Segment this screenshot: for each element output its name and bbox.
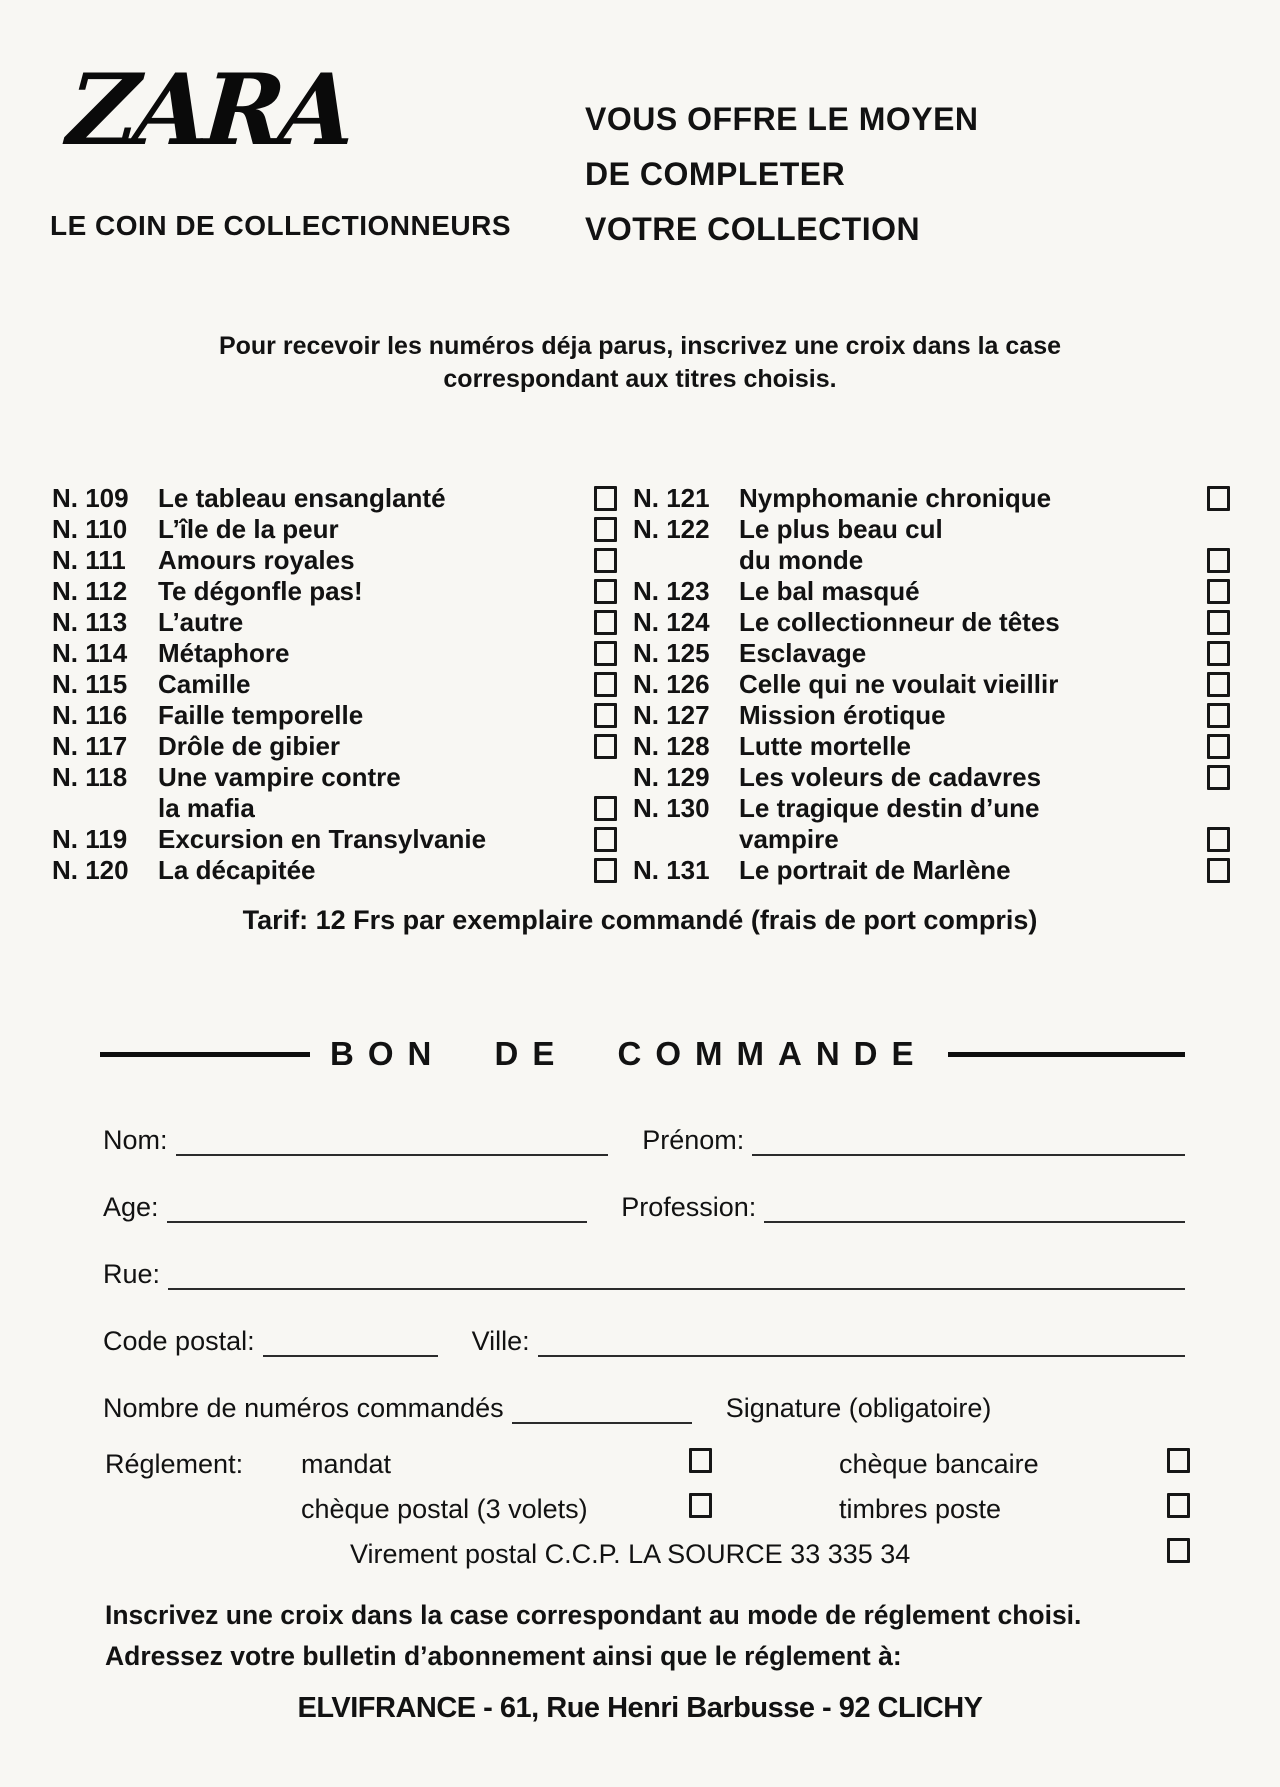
ville-field[interactable] — [538, 1327, 1185, 1357]
issue-title: vampire — [739, 824, 839, 854]
issue-number: N. 111 — [52, 545, 126, 575]
issue-checkbox-cell — [1196, 486, 1230, 511]
issue-checkbox-cell — [583, 641, 617, 666]
issue-checkbox[interactable] — [1207, 765, 1230, 790]
issue-checkbox[interactable] — [1207, 734, 1230, 759]
rule-left — [100, 1052, 310, 1057]
issue-checkbox-cell — [583, 610, 617, 635]
issue-number: N. 116 — [52, 700, 128, 730]
issue-checkbox[interactable] — [1207, 579, 1230, 604]
catalog-row — [633, 762, 1230, 793]
issue-checkbox-cell — [583, 734, 617, 759]
catalog-row — [633, 855, 1230, 886]
issue-number: N. 128 — [633, 731, 710, 761]
issue-checkbox[interactable] — [594, 672, 617, 697]
issue-checkbox[interactable] — [594, 579, 617, 604]
mandat-checkbox[interactable] — [689, 1448, 712, 1473]
catalog-row — [52, 638, 617, 669]
issue-number: N. 126 — [633, 669, 710, 699]
catalog-row — [633, 669, 1230, 700]
issue-number: N. 124 — [633, 607, 710, 637]
issue-number: N. 117 — [52, 731, 128, 761]
headline-line-1: VOUS OFFRE LE MOYEN — [585, 101, 979, 137]
issue-checkbox[interactable] — [594, 703, 617, 728]
issue-checkbox[interactable] — [594, 486, 617, 511]
issue-checkbox-cell — [583, 517, 617, 542]
issue-checkbox[interactable] — [594, 517, 617, 542]
order-form-header — [100, 1035, 1185, 1073]
rule-right — [948, 1052, 1186, 1057]
catalog-row — [52, 824, 617, 855]
virement-label: Virement postal C.C.P. LA SOURCE 33 335 34 — [350, 1538, 911, 1569]
cheque-postal-label: chèque postal (3 volets) — [301, 1493, 588, 1524]
issue-checkbox[interactable] — [1207, 703, 1230, 728]
catalog-row — [52, 545, 617, 576]
profession-field[interactable] — [764, 1193, 1185, 1223]
issue-checkbox[interactable] — [1207, 486, 1230, 511]
issue-title: L’autre — [158, 607, 244, 637]
issue-number: N. 125 — [633, 638, 710, 668]
issue-title: La décapitée — [158, 855, 316, 885]
catalog-row — [633, 607, 1230, 638]
issue-catalog — [52, 483, 1230, 886]
code-postal-label: Code postal: — [103, 1326, 255, 1356]
issue-title: Le bal masqué — [739, 576, 920, 606]
footer-note-1: Inscrivez une croix dans la case correspondant au mode de réglement choisi. — [105, 1600, 1082, 1630]
issue-title: Métaphore — [158, 638, 290, 668]
issue-checkbox[interactable] — [594, 548, 617, 573]
catalog-row — [52, 514, 617, 545]
issue-checkbox[interactable] — [1207, 827, 1230, 852]
catalog-row — [633, 793, 1230, 824]
issue-checkbox-cell — [583, 486, 617, 511]
issue-title: Une vampire contre — [158, 762, 401, 792]
customer-form — [103, 1122, 1185, 1457]
issue-number: N. 122 — [633, 514, 710, 544]
catalog-row — [52, 762, 617, 793]
issue-checkbox-cell — [1196, 703, 1230, 728]
issue-title: Le tableau ensanglanté — [158, 483, 446, 513]
issue-number: N. 120 — [52, 855, 129, 885]
issue-number: N. 118 — [52, 762, 128, 792]
catalog-row — [52, 855, 617, 886]
issue-title: Les voleurs de cadavres — [739, 762, 1042, 792]
issue-title: Le tragique destin d’une — [739, 793, 1040, 823]
issue-checkbox[interactable] — [594, 858, 617, 883]
timbres-poste-checkbox[interactable] — [1167, 1493, 1190, 1518]
issue-title: Nymphomanie chronique — [739, 483, 1052, 513]
age-label: Age: — [103, 1192, 159, 1222]
issue-checkbox-cell — [1196, 765, 1230, 790]
timbres-poste-label: timbres poste — [839, 1493, 1002, 1524]
issue-checkbox-cell — [583, 579, 617, 604]
age-field[interactable] — [167, 1193, 588, 1223]
cheque-postal-box-cell — [689, 1493, 839, 1525]
issue-checkbox[interactable] — [1207, 858, 1230, 883]
catalog-row — [633, 576, 1230, 607]
catalog-row — [52, 731, 617, 762]
issue-title: Celle qui ne voulait vieillir — [739, 669, 1059, 699]
ville-label: Ville: — [471, 1326, 530, 1356]
form-row-quantity — [103, 1390, 1185, 1424]
form-row-city — [103, 1323, 1185, 1357]
issue-checkbox-cell — [583, 796, 617, 821]
form-row-street — [103, 1256, 1185, 1290]
issue-number: N. 115 — [52, 669, 128, 699]
issue-checkbox[interactable] — [1207, 610, 1230, 635]
issue-checkbox-cell — [1196, 641, 1230, 666]
instructions-line-2: correspondant aux titres choisis. — [443, 365, 837, 393]
issue-checkbox[interactable] — [1207, 641, 1230, 666]
issue-checkbox[interactable] — [1207, 548, 1230, 573]
cheque-bancaire-box-cell — [1167, 1448, 1190, 1480]
issue-checkbox-cell — [1196, 610, 1230, 635]
issue-checkbox-cell — [583, 703, 617, 728]
catalog-row — [633, 638, 1230, 669]
issue-title: Esclavage — [739, 638, 867, 668]
headline — [585, 92, 979, 257]
issue-number: N. 112 — [52, 576, 128, 606]
mandat-box-cell — [689, 1448, 839, 1480]
payment-row-1 — [105, 1448, 1190, 1480]
issue-number: N. 119 — [52, 824, 128, 854]
issue-title: Le plus beau cul — [739, 514, 943, 544]
issue-title: Faille temporelle — [158, 700, 364, 730]
catalog-row — [633, 700, 1230, 731]
issue-title: Camille — [158, 669, 251, 699]
catalog-row — [52, 669, 617, 700]
issue-title: Mission érotique — [739, 700, 946, 730]
cheque-bancaire-label: chèque bancaire — [839, 1448, 1039, 1479]
issue-number: N. 113 — [52, 607, 128, 637]
issue-number: N. 127 — [633, 700, 710, 730]
catalog-row — [52, 483, 617, 514]
payment-row-2 — [105, 1493, 1190, 1525]
issue-title: L’île de la peur — [158, 514, 339, 544]
issue-checkbox[interactable] — [594, 610, 617, 635]
timbres-poste-box-cell — [1167, 1493, 1190, 1525]
issue-title: la mafia — [158, 793, 255, 823]
issue-number: N. 110 — [52, 514, 128, 544]
issue-title: Excursion en Transylvanie — [158, 824, 487, 854]
issue-title: Amours royales — [158, 545, 355, 575]
issue-checkbox-cell — [1196, 827, 1230, 852]
profession-label: Profession: — [621, 1192, 757, 1222]
form-row-age — [103, 1189, 1185, 1223]
catalog-row — [633, 514, 1230, 545]
issue-number: N. 123 — [633, 576, 710, 606]
issue-number: N. 121 — [633, 483, 710, 513]
virement-box-cell — [1167, 1538, 1190, 1570]
issue-title: du monde — [739, 545, 864, 575]
issue-checkbox-cell — [1196, 858, 1230, 883]
issue-title: Lutte mortelle — [739, 731, 911, 761]
mandat-label: mandat — [301, 1448, 392, 1479]
issue-checkbox[interactable] — [594, 796, 617, 821]
headline-line-2: DE COMPLETER — [585, 156, 846, 192]
instructions — [0, 330, 1280, 396]
issue-title: Le collectionneur de têtes — [739, 607, 1060, 637]
reglement-label: Réglement: — [105, 1448, 244, 1479]
order-form-title: BON DE COMMANDE — [330, 1035, 928, 1072]
instructions-line-1: Pour recevoir les numéros déja parus, inscrivez une croix dans la case — [218, 332, 1062, 360]
code-postal-field[interactable] — [263, 1327, 438, 1357]
payment-section — [105, 1448, 1190, 1583]
issue-number: N. 131 — [633, 855, 710, 885]
issue-checkbox-cell — [1196, 734, 1230, 759]
nom-label: Nom: — [103, 1125, 168, 1155]
issue-number: N. 114 — [52, 638, 128, 668]
prenom-label: Prénom: — [642, 1125, 745, 1155]
prenom-field[interactable] — [752, 1126, 1185, 1156]
issue-number: N. 129 — [633, 762, 710, 792]
issue-number: N. 109 — [52, 483, 129, 513]
issue-checkbox-cell — [583, 672, 617, 697]
issue-checkbox-cell — [1196, 579, 1230, 604]
zara-logo: ZARA — [64, 53, 354, 168]
catalog-column-right — [633, 483, 1230, 886]
issue-checkbox-cell — [583, 827, 617, 852]
issue-checkbox-cell — [1196, 672, 1230, 697]
catalog-row — [52, 607, 617, 638]
rue-label: Rue: — [103, 1259, 161, 1289]
footer-note-2: Adressez votre bulletin d’abonnement ainsi que le réglement à: — [105, 1641, 902, 1671]
catalog-row — [52, 576, 617, 607]
payment-row-3 — [105, 1538, 1190, 1570]
issue-title: Le portrait de Marlène — [739, 855, 1011, 885]
catalog-column-left — [52, 483, 617, 886]
publisher-address: ELVIFRANCE - 61, Rue Henri Barbusse - 92 CLICHY — [297, 1692, 983, 1724]
virement-checkbox[interactable] — [1167, 1538, 1190, 1563]
catalog-row — [633, 824, 1230, 855]
issue-checkbox-cell — [583, 858, 617, 883]
issue-checkbox[interactable] — [594, 827, 617, 852]
form-row-name — [103, 1122, 1185, 1156]
issue-checkbox[interactable] — [594, 641, 617, 666]
catalog-row — [52, 793, 617, 824]
footer-notes — [105, 1595, 1220, 1677]
catalog-row — [633, 483, 1230, 514]
nombre-field[interactable] — [512, 1394, 692, 1424]
issue-checkbox[interactable] — [1207, 672, 1230, 697]
issue-number: N. 130 — [633, 793, 710, 823]
issue-checkbox[interactable] — [594, 734, 617, 759]
collector-tagline: LE COIN DE COLLECTIONNEURS — [50, 210, 512, 241]
headline-line-3: VOTRE COLLECTION — [585, 211, 921, 247]
nom-field[interactable] — [176, 1126, 609, 1156]
signature-label: Signature (obligatoire) — [725, 1393, 992, 1423]
issue-title: Te dégonfle pas! — [158, 576, 363, 606]
rue-field[interactable] — [168, 1260, 1185, 1290]
nombre-label: Nombre de numéros commandés — [103, 1393, 504, 1423]
catalog-row — [52, 700, 617, 731]
issue-checkbox-cell — [1196, 548, 1230, 573]
cheque-postal-checkbox[interactable] — [689, 1493, 712, 1518]
issue-title: Drôle de gibier — [158, 731, 341, 761]
price-note: Tarif: 12 Frs par exemplaire commandé (frais de port compris) — [242, 905, 1038, 935]
cheque-bancaire-checkbox[interactable] — [1167, 1448, 1190, 1473]
catalog-row — [633, 731, 1230, 762]
catalog-row — [633, 545, 1230, 576]
issue-checkbox-cell — [583, 548, 617, 573]
